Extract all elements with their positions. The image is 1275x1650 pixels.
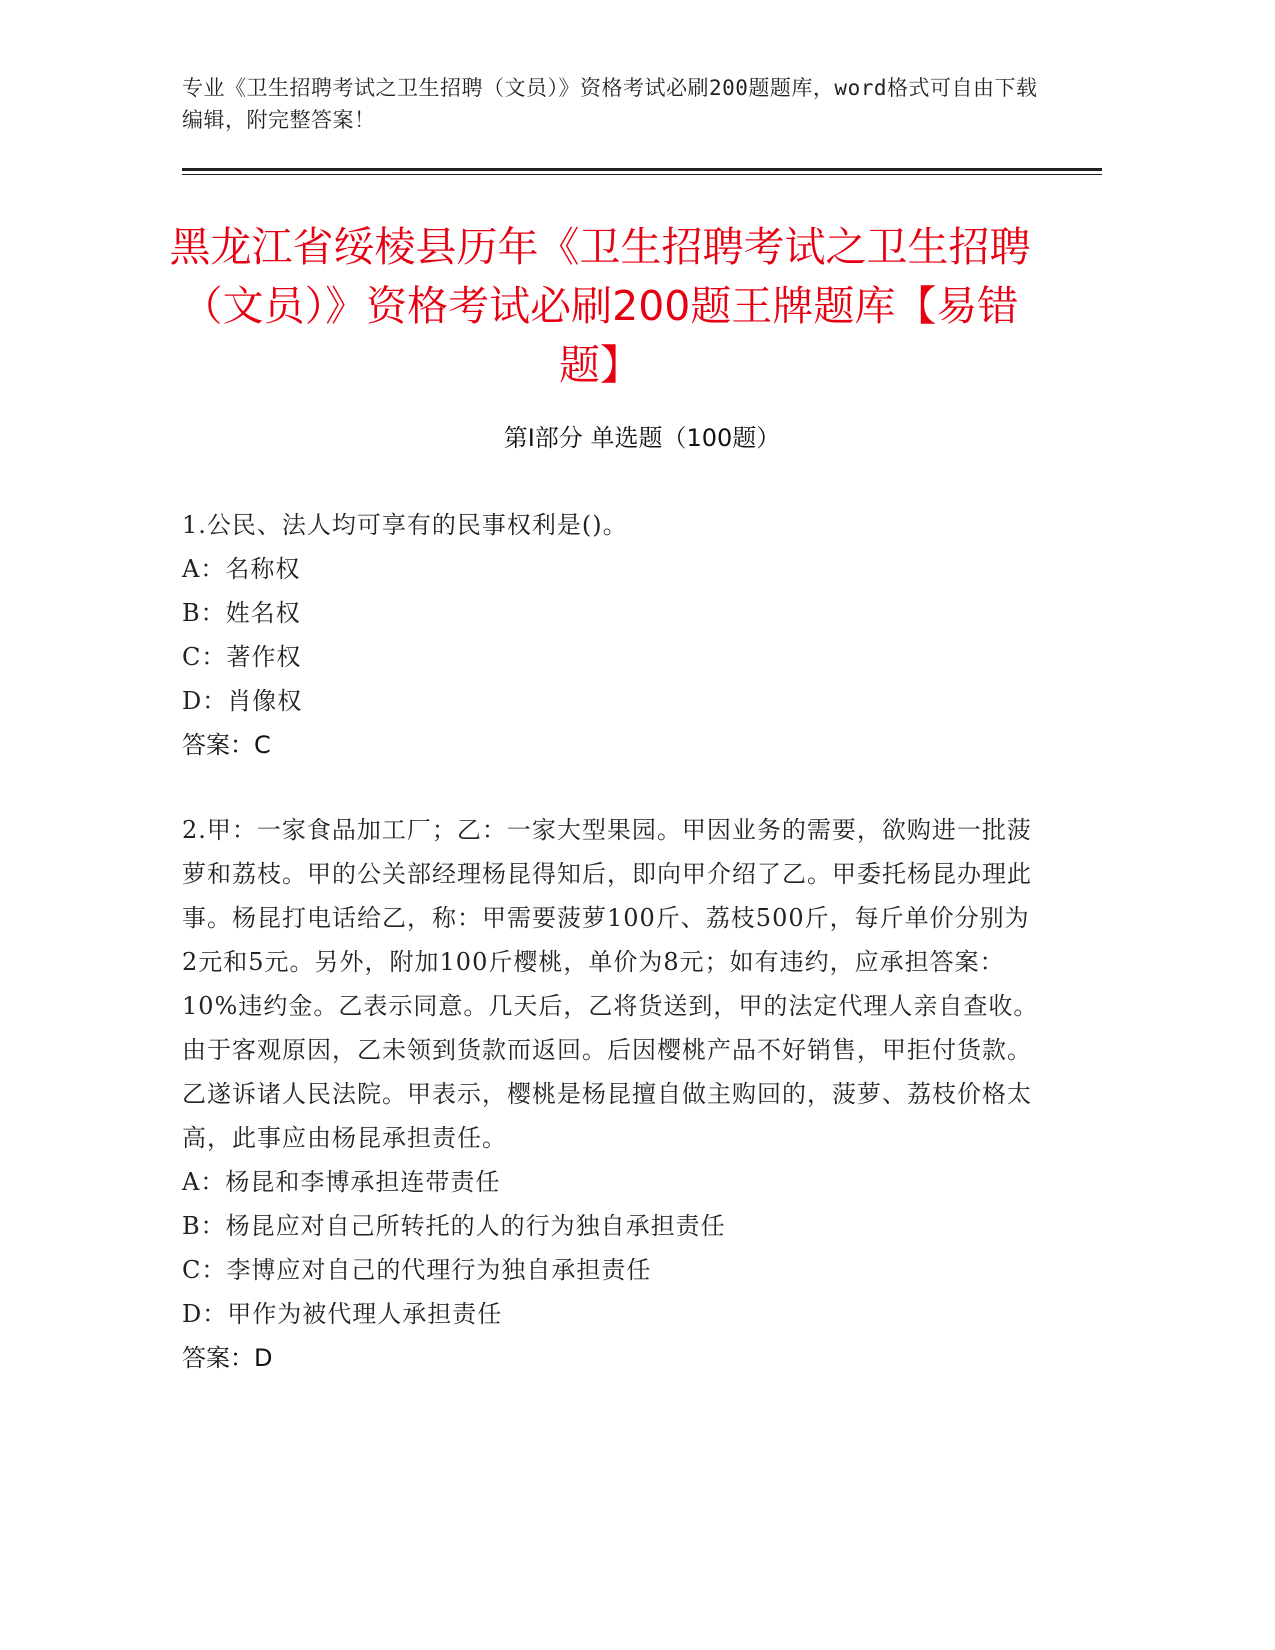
header-divider-thick <box>182 168 1102 171</box>
question-stem: 2.甲：一家食品加工厂；乙：一家大型果园。甲因业务的需要，欲购进一批菠萝和荔枝。甲的公关部经理杨昆得知后，即向甲介绍了乙。甲委托杨昆办理此事。杨昆打电话给乙，称：甲需要菠萝100斤、荔枝500斤，每斤单价分别为2元和5元。另外，附加100斤樱桃，单价为8元；如有违约，应承担答案：10%违约金。乙表示同意。几天后，乙将货送到，甲的法定代理人亲自查收。由于客观原因，乙未领到货款而返回。后因樱桃产品不好销售，甲拒付货款。乙遂诉诸人民法院。甲表示，樱桃是杨昆擅自做主购回的，菠萝、荔枝价格太高，此事应由杨昆承担责任。 <box>182 816 1039 1152</box>
document-title: 黑龙江省绥棱县历年《卫生招聘考试之卫生招聘（文员）》资格考试必刷200题王牌题库【易错题】 <box>169 223 1031 389</box>
option-d: D：甲作为被代理人承担责任 <box>182 1300 503 1328</box>
option-c: C：著作权 <box>182 643 302 671</box>
option-d: D：肖像权 <box>182 687 303 715</box>
option-b: B：姓名权 <box>182 599 301 627</box>
option-b: B：杨昆应对自己所转托的人的行为独自承担责任 <box>182 1212 726 1240</box>
question-1 <box>182 503 1042 767</box>
question-stem: 1.公民、法人均可享有的民事权利是()。 <box>182 511 628 539</box>
option-c: C：李博应对自己的代理行为独自承担责任 <box>182 1256 652 1284</box>
option-a: A：杨昆和李博承担连带责任 <box>182 1168 501 1196</box>
answer: 答案：C <box>182 731 271 759</box>
option-a: A：名称权 <box>182 555 301 583</box>
question-2 <box>182 808 1042 1380</box>
header-divider-thin <box>182 174 1102 175</box>
answer: 答案：D <box>182 1344 273 1372</box>
header-note: 专业《卫生招聘考试之卫生招聘（文员）》资格考试必刷200题题库，word格式可自由下载编辑，附完整答案！ <box>182 76 1038 132</box>
section-heading: 第I部分 单选题（100题） <box>503 424 781 452</box>
